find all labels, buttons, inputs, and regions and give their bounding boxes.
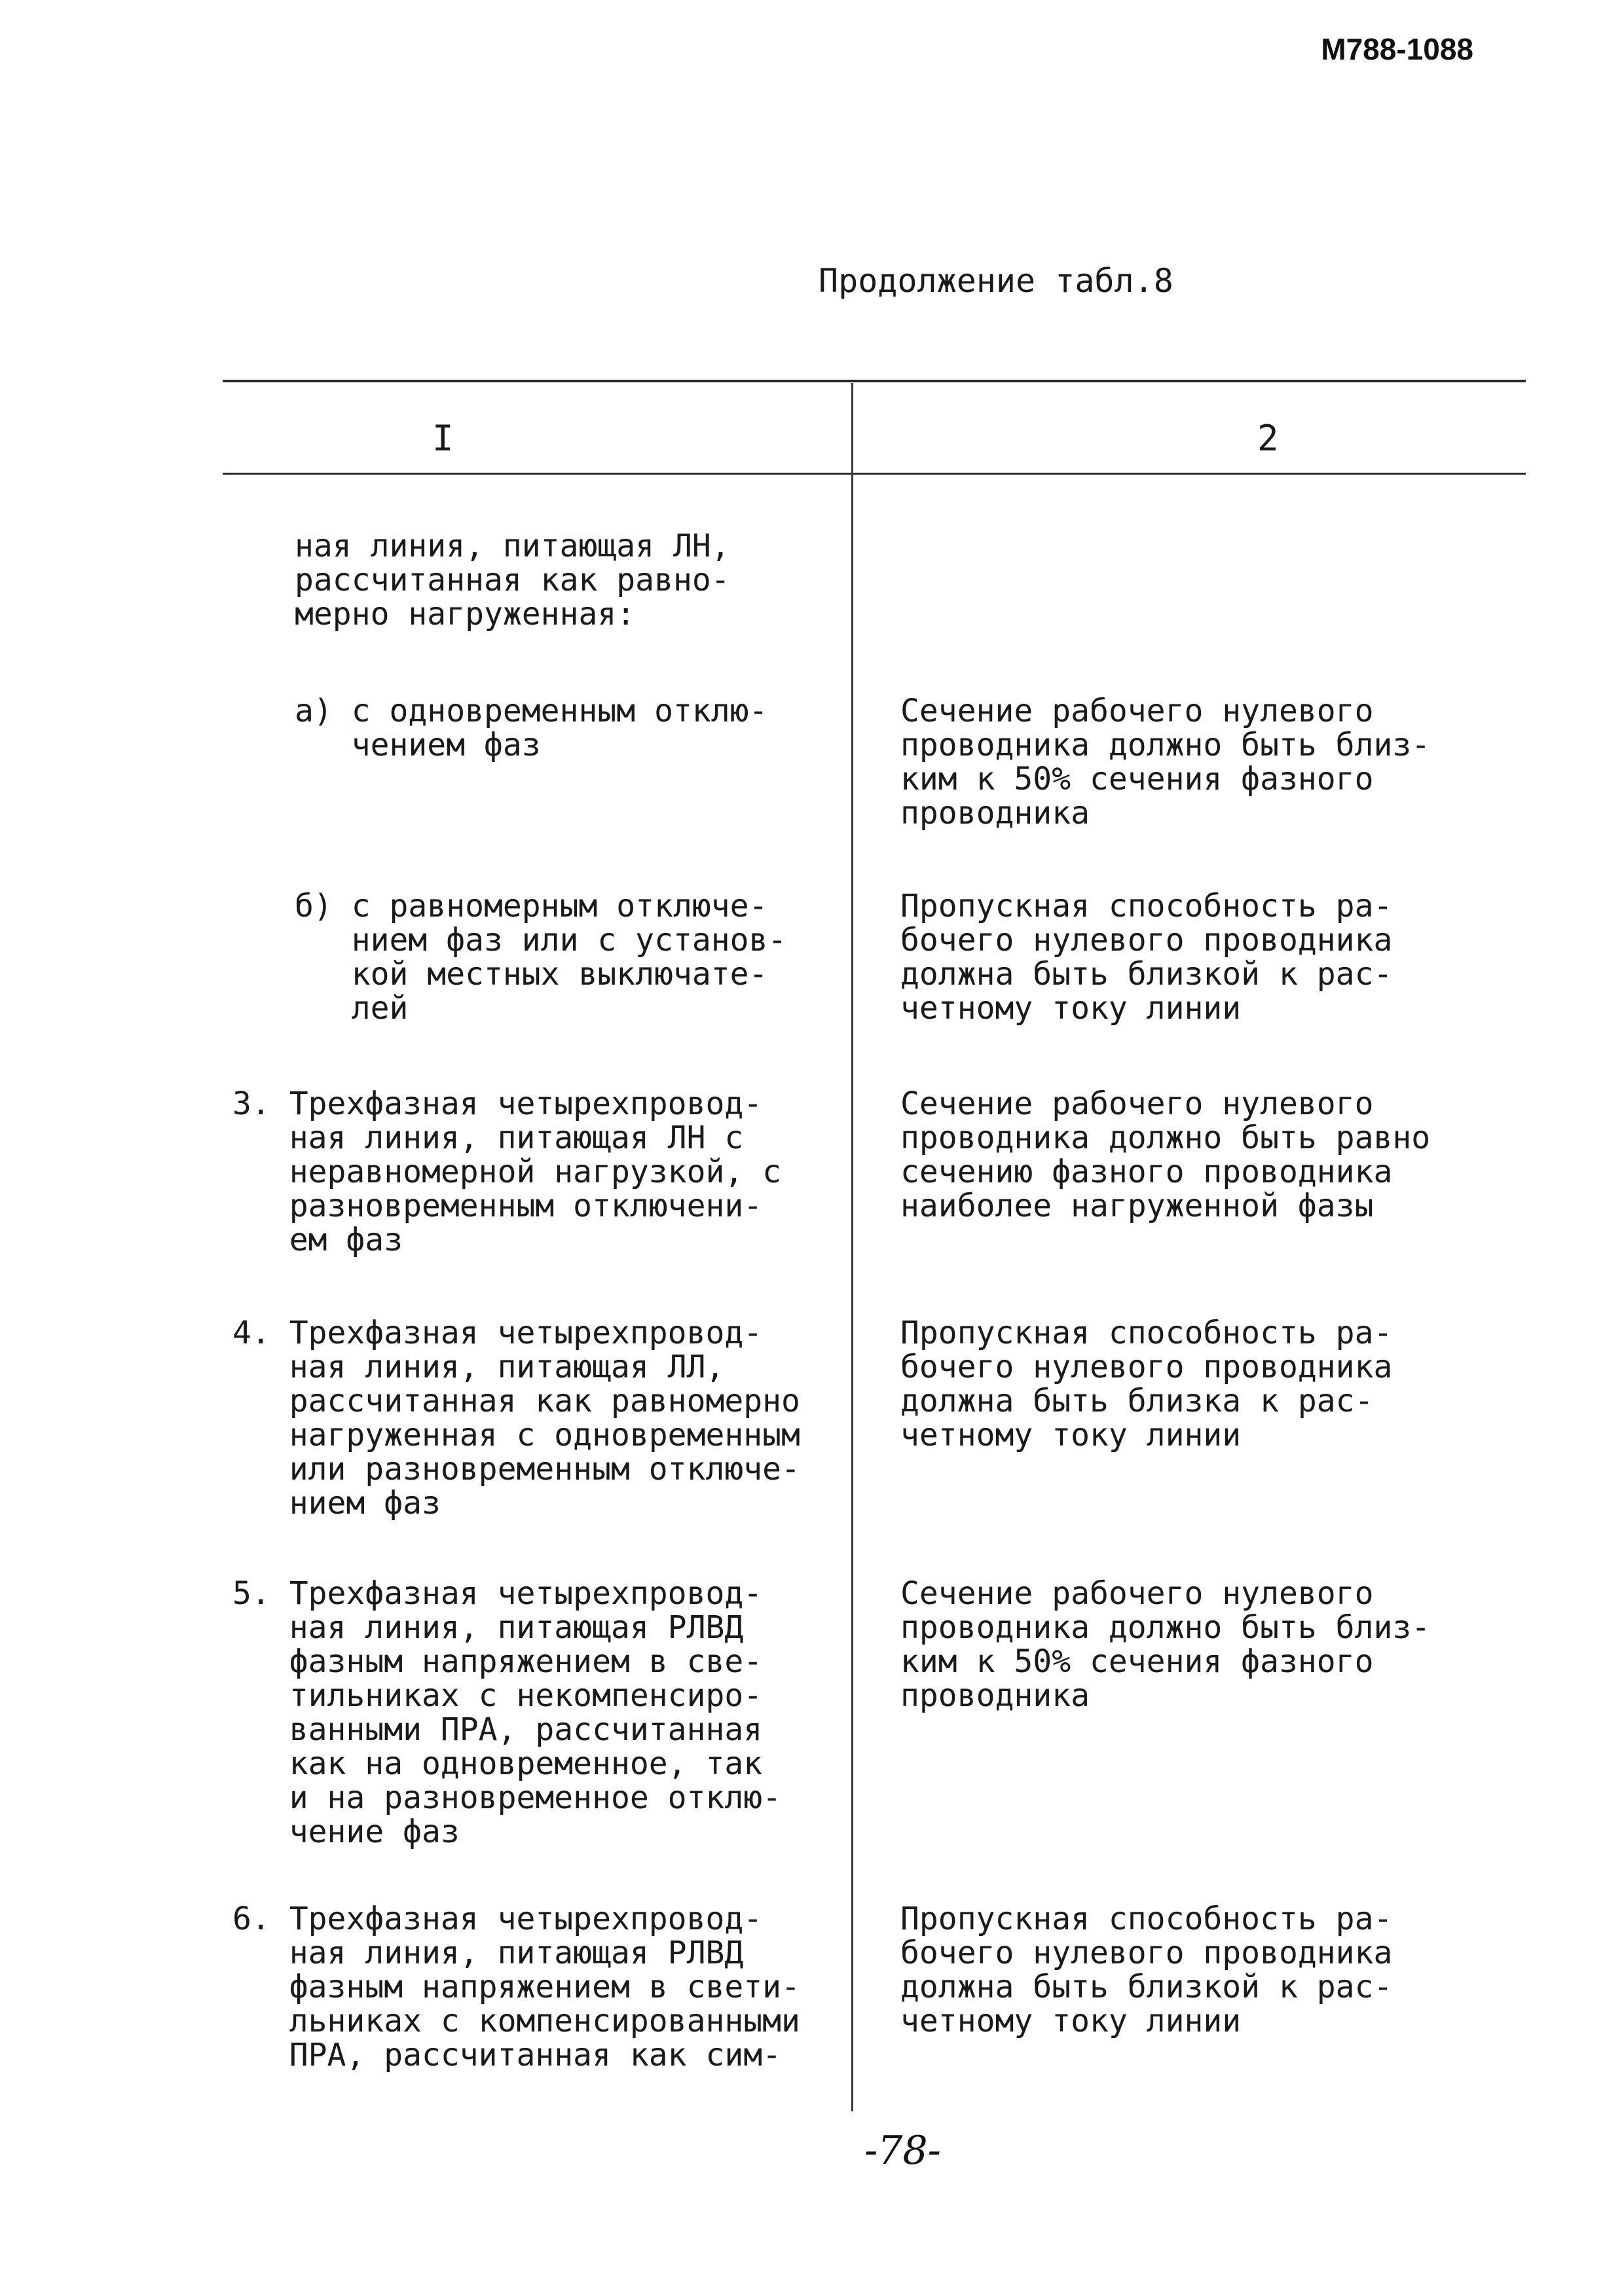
table-cell-left: 6. Трехфазная четырехпровод- ная линия, питающая РЛВД фазным напряжением в свети- льниках с компенсированными ПРА, рассчитанная как сим- [232,1901,800,2073]
column-header-2: 2 [1257,418,1279,459]
table-cell-left: 4. Трехфазная четырехпровод- ная линия, питающая ЛЛ, рассчитанная как равномерно нагруженная с одновременным или разновременным отключе- нием фаз [232,1315,800,1522]
table-cell-right: Пропускная способность ра- бочего нулевого проводника должна быть близкой к рас- четному току линии [900,888,1393,1027]
table-cell-right: Сечение рабочего нулевого проводника должно быть равно сечению фазного проводника наиболее нагруженной фазы [900,1085,1431,1224]
table-cell-left: ная линия, питающая ЛН, рассчитанная как равно- мерно нагруженная: [295,528,730,632]
table-cell-right: Сечение рабочего нулевого проводника должно быть близ- ким к 50% сечения фазного проводника [900,693,1431,831]
column-divider [851,383,853,2111]
document-code: М788-1088 [1321,32,1473,66]
table-cell-left: 3. Трехфазная четырехпровод- ная линия, питающая ЛН с неравномерной нагрузкой, с разновременным отключени- ем фаз [232,1085,782,1258]
table-cell-left: 5. Трехфазная четырехпровод- ная линия, питающая РЛВД фазным напряжением в све- тильниках с некомпенсиро- ванными ПРА, рассчитанная как на одновременное, так и на разновременное отклю- чение фаз [232,1575,782,1850]
table-cell-right: Пропускная способность ра- бочего нулевого проводника должна быть близка к рас- четному току линии [900,1315,1393,1453]
table-cell-right: Пропускная способность ра- бочего нулевого проводника должна быть близкой к рас- четному току линии [900,1901,1393,2039]
page-number: -78- [864,2128,941,2174]
table-header-rule [223,473,1526,475]
column-header-1: I [432,418,454,459]
table-continuation-caption: Продолжение табл.8 [819,262,1173,300]
table-cell-left: а) с одновременным отклю- чением фаз [295,693,768,763]
table-cell-left: б) с равномерным отключе- нием фаз или с установ- кой местных выключате- лей [295,888,787,1027]
table-cell-right: Сечение рабочего нулевого проводника должно быть близ- ким к 50% сечения фазного проводника [900,1575,1431,1714]
table-top-rule [223,380,1526,382]
